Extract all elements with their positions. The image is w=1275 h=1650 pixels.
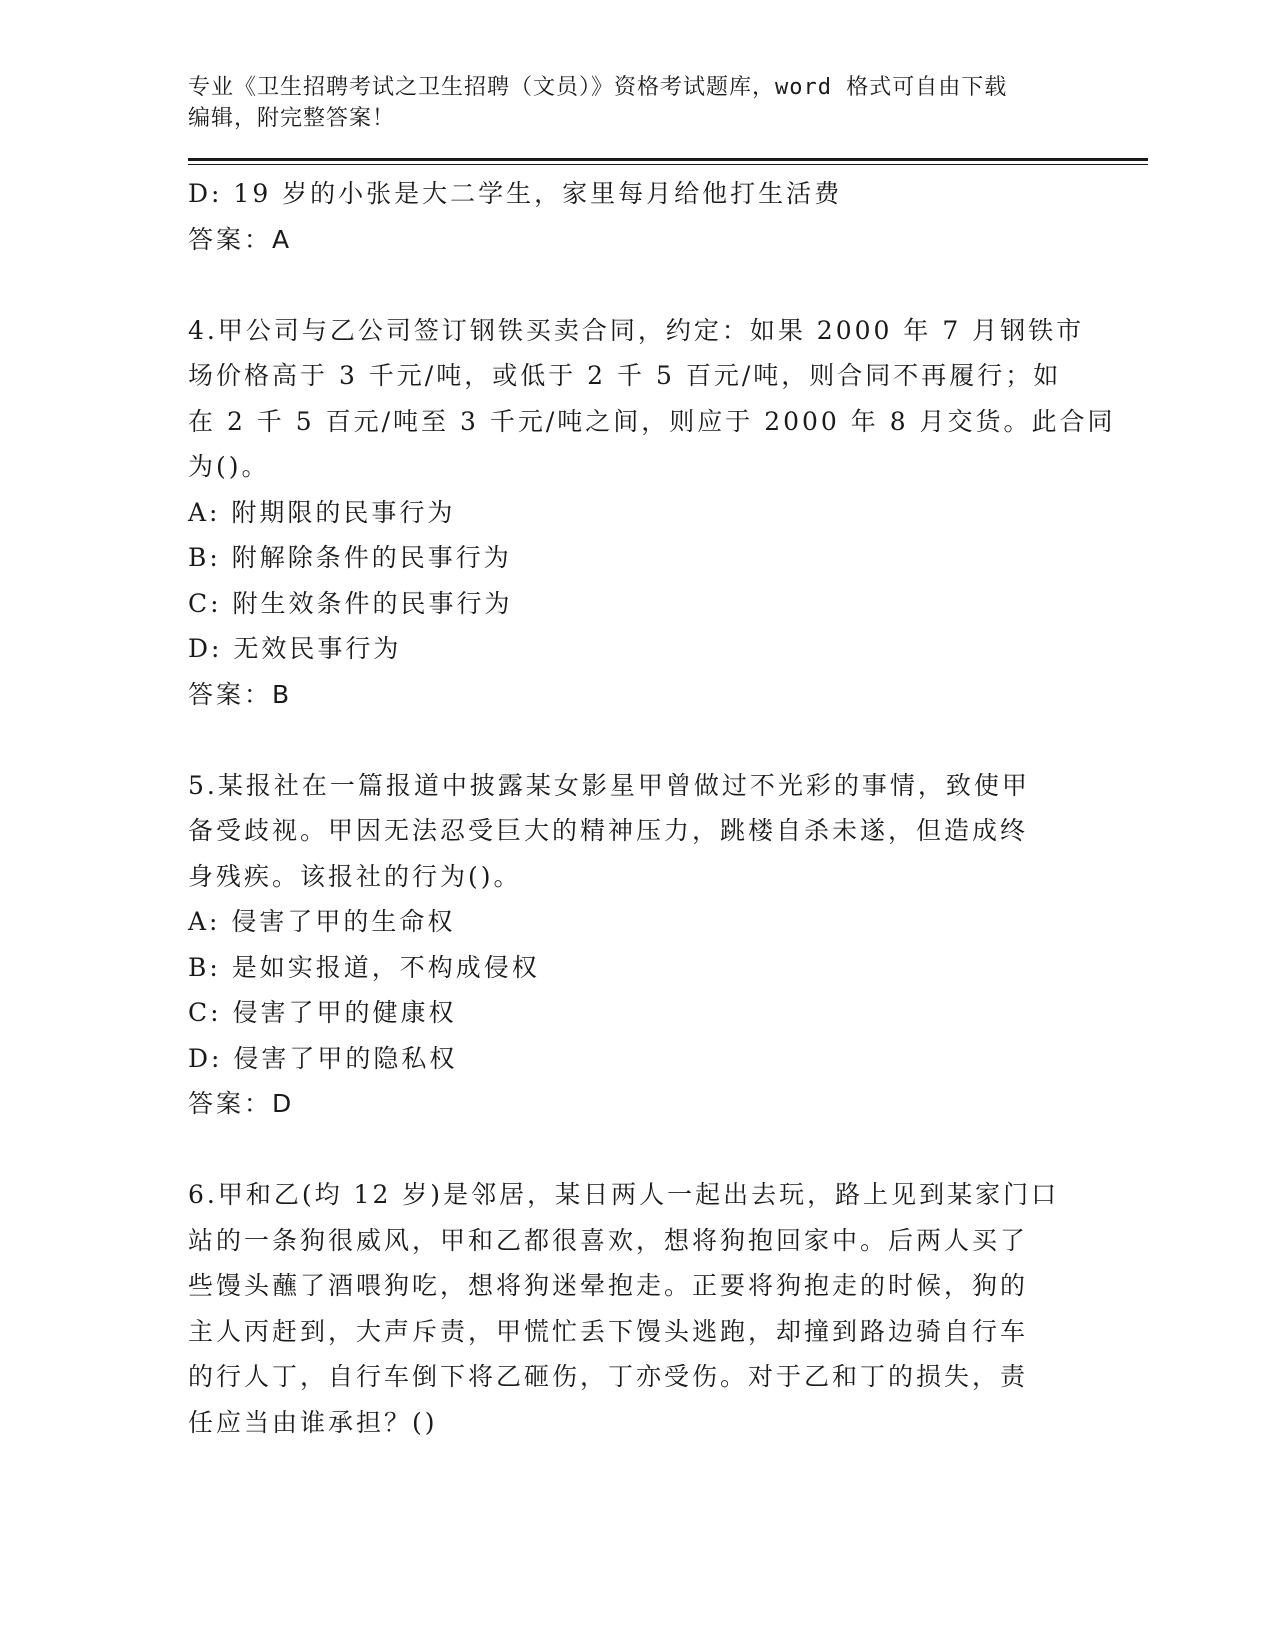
header-rule-thick <box>188 158 1148 161</box>
question-stem-line: 的行人丁，自行车倒下将乙砸伤，丁亦受伤。对于乙和丁的损失，责 <box>188 1362 1029 1391</box>
question-5 <box>188 763 1148 1127</box>
spacer <box>188 262 1148 308</box>
question-stem-line: 任应当由谁承担？() <box>188 1407 438 1437</box>
question-3-tail <box>188 171 1148 262</box>
question-stem-line: 为()。 <box>188 452 270 481</box>
option-b: B: 是如实报道，不构成侵权 <box>188 952 540 982</box>
option-a: A: 侵害了甲的生命权 <box>188 907 456 936</box>
option-d: D: 侵害了甲的隐私权 <box>188 1043 458 1073</box>
question-stem-line: 身残疾。该报社的行为()。 <box>188 861 522 891</box>
option-c: C: 侵害了甲的健康权 <box>188 998 457 1027</box>
question-stem-line: 备受歧视。甲因无法忍受巨大的精神压力，跳楼自杀未遂，但造成终 <box>188 816 1029 845</box>
option-c: C: 附生效条件的民事行为 <box>188 588 513 618</box>
question-stem-line: 些馒头蘸了酒喂狗吃，想将狗迷晕抱走。正要将狗抱走的时候，狗的 <box>188 1271 1029 1300</box>
question-stem-line: 场价格高于 3 千元/吨，或低于 2 千 5 百元/吨，则合同不再履行；如 <box>188 361 1062 390</box>
header-line-2: 编辑，附完整答案！ <box>188 106 396 131</box>
document-header <box>188 72 1148 134</box>
option-d: D: 无效民事行为 <box>188 634 402 663</box>
question-4 <box>188 308 1148 718</box>
header-line-1: 专业《卫生招聘考试之卫生招聘（文员）》资格考试题库，word 格式可自由下载 <box>188 75 1008 100</box>
question-stem-line: 在 2 千 5 百元/吨至 3 千元/吨之间，则应于 2000 年 8 月交货。此合同 <box>188 406 1116 436</box>
answer-line: 答案：B <box>188 679 293 709</box>
question-stem-line: 6.甲和乙(均 12 岁)是邻居，某日两人一起出去玩，路上见到某家门口 <box>188 1180 1060 1209</box>
option-a: A: 附期限的民事行为 <box>188 497 456 527</box>
header-rule-thin <box>188 164 1148 165</box>
question-stem-line: 站的一条狗很威风，甲和乙都很喜欢，想将狗抱回家中。后两人买了 <box>188 1225 1029 1255</box>
question-stem-line: 主人丙赶到，大声斥责，甲慌忙丢下馒头逃跑，却撞到路边骑自行车 <box>188 1316 1029 1346</box>
question-stem-line: 4.甲公司与乙公司签订钢铁买卖合同，约定：如果 2000 年 7 月钢铁市 <box>188 315 1085 345</box>
document-page <box>188 72 1148 1445</box>
answer-line: 答案：D <box>188 1089 295 1118</box>
spacer <box>188 717 1148 763</box>
question-6 <box>188 1172 1148 1445</box>
option-d: D: 19 岁的小张是大二学生，家里每月给他打生活费 <box>188 179 843 208</box>
answer-line: 答案：A <box>188 224 293 254</box>
document-body <box>188 171 1148 1445</box>
question-stem-line: 5.某报社在一篇报道中披露某女影星甲曾做过不光彩的事情，致使甲 <box>188 770 1030 800</box>
spacer <box>188 1127 1148 1173</box>
option-b: B: 附解除条件的民事行为 <box>188 543 512 572</box>
